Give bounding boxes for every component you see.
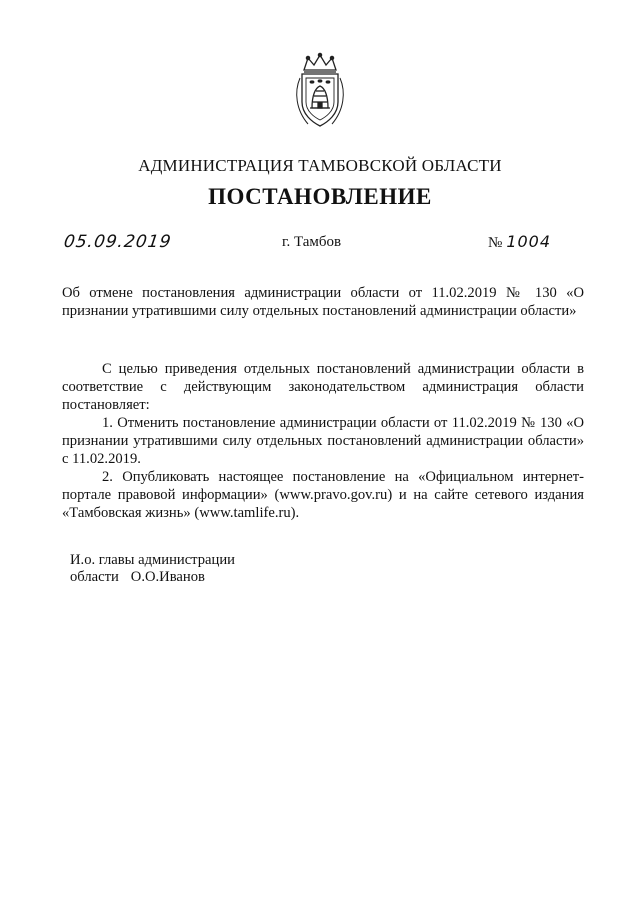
signature-block <box>70 552 235 586</box>
document-subject: Об отмене постановления администрации области от 11.02.2019 № 130 «О признании утратившими силу отдельных постановлений администрации области» <box>62 285 584 319</box>
document-date: 05.09.2019 <box>62 232 173 252</box>
document-body <box>62 360 584 522</box>
clause-2: 2. Опубликовать настоящее постановление на «Официальном интернет-портале правовой информации» (www.pravo.gov.ru) и на сайте сетевого издания «Тамбовская жизнь» (www.tamlife.ru). <box>62 469 584 521</box>
document-type-title: ПОСТАНОВЛЕНИЕ <box>208 184 432 209</box>
signatory-role-region: области <box>70 569 119 585</box>
signatory-name: О.О.Иванов <box>130 569 205 585</box>
organization-name: АДМИНИСТРАЦИЯ ТАМБОВСКОЙ ОБЛАСТИ <box>138 156 502 175</box>
coat-of-arms-icon <box>288 52 352 130</box>
signatory-role-line1: И.о. главы администрации <box>70 552 235 568</box>
clause-1: 1. Отменить постановление администрации области от 11.02.2019 № 130 «О признании утратившими силу отдельных постановлений администрации области» с 11.02.2019. <box>62 415 584 467</box>
signatory-role-line2 <box>70 569 235 586</box>
document-city: г. Тамбов <box>282 234 342 250</box>
document-number <box>488 232 551 252</box>
number-value: 1004 <box>506 232 552 251</box>
number-label: № <box>488 235 503 251</box>
preamble-paragraph: С целью приведения отдельных постановлений администрации области в соответствие с действующим законодательством администрация области постановляет: <box>62 361 584 413</box>
